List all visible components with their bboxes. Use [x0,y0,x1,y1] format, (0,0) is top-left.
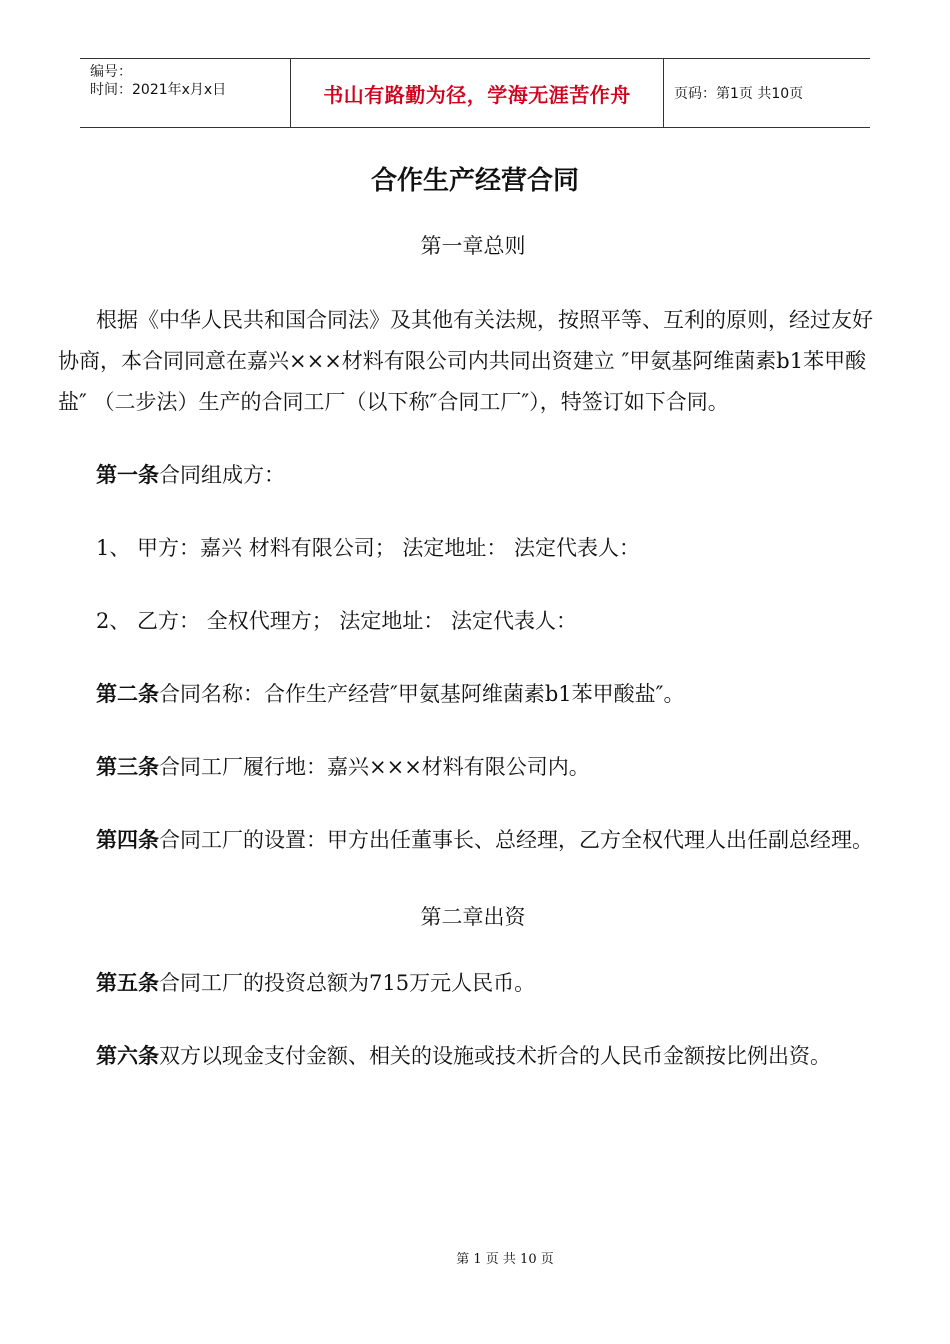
header-motto-cell [290,59,664,127]
header-page-cell [664,59,803,127]
article-5-heading: 第五条 [96,971,159,995]
article-2-heading: 第二条 [96,682,159,706]
article-5-text: 合同工厂的投资总额为715万元人民币。 [159,971,536,995]
doc-number-label: 编号： [90,64,132,80]
chapter-heading-2: 第二章出资 [420,905,526,929]
header-page-label: 页码：第1页 共10页 [674,86,804,102]
header-motto: 书山有路勤为径，学海无涯苦作舟 [323,82,631,107]
article-5 [58,963,888,1004]
article-2-text: 合同名称：合作生产经营″甲氨基阿维菌素b1苯甲酸盐″。 [159,682,685,706]
doc-time-label: 时间：2021年x月x日 [90,82,227,98]
party-a-line: 1、 甲方：嘉兴 材料有限公司； 法定地址： 法定代表人： [96,536,641,560]
document-title: 合作生产经营合同 [370,166,579,196]
article-1 [58,455,888,496]
article-3 [58,747,888,788]
header-meta [80,59,290,127]
article-6 [58,1036,888,1077]
article-6-text: 双方以现金支付金额、相关的设施或技术折合的人民币金额按比例出资。 [159,1044,831,1068]
article-4-heading: 第四条 [96,828,159,852]
article-6-heading: 第六条 [96,1044,159,1068]
article-1-text: 合同组成方： [159,463,285,487]
party-b-line: 2、 乙方： 全权代理方； 法定地址： 法定代表人： [96,609,578,633]
chapter-heading-1: 第一章总则 [420,234,526,258]
article-4-text: 合同工厂的设置：甲方出任董事长、总经理，乙方全权代理人出任副总经理。 [159,828,873,852]
article-4 [58,820,888,861]
article-3-text: 合同工厂履行地：嘉兴×××材料有限公司内。 [159,755,590,779]
intro-paragraph: 根据《中华人民共和国合同法》及其他有关法规，按照平等、互利的原则，经过友好协商，本合同同意在嘉兴×××材料有限公司内共同出资建立 ″甲氨基阿维菌素b1苯甲酸盐″ （二步法）生产的合同工厂（以下称″合同工厂″），特签订如下合同。 [58,308,873,414]
document-body [58,230,888,1077]
page-footer: 第 1 页 共 10 页 [456,1252,554,1267]
article-1-heading: 第一条 [96,463,159,487]
page-header [80,58,870,128]
article-2 [58,674,888,715]
article-3-heading: 第三条 [96,755,159,779]
